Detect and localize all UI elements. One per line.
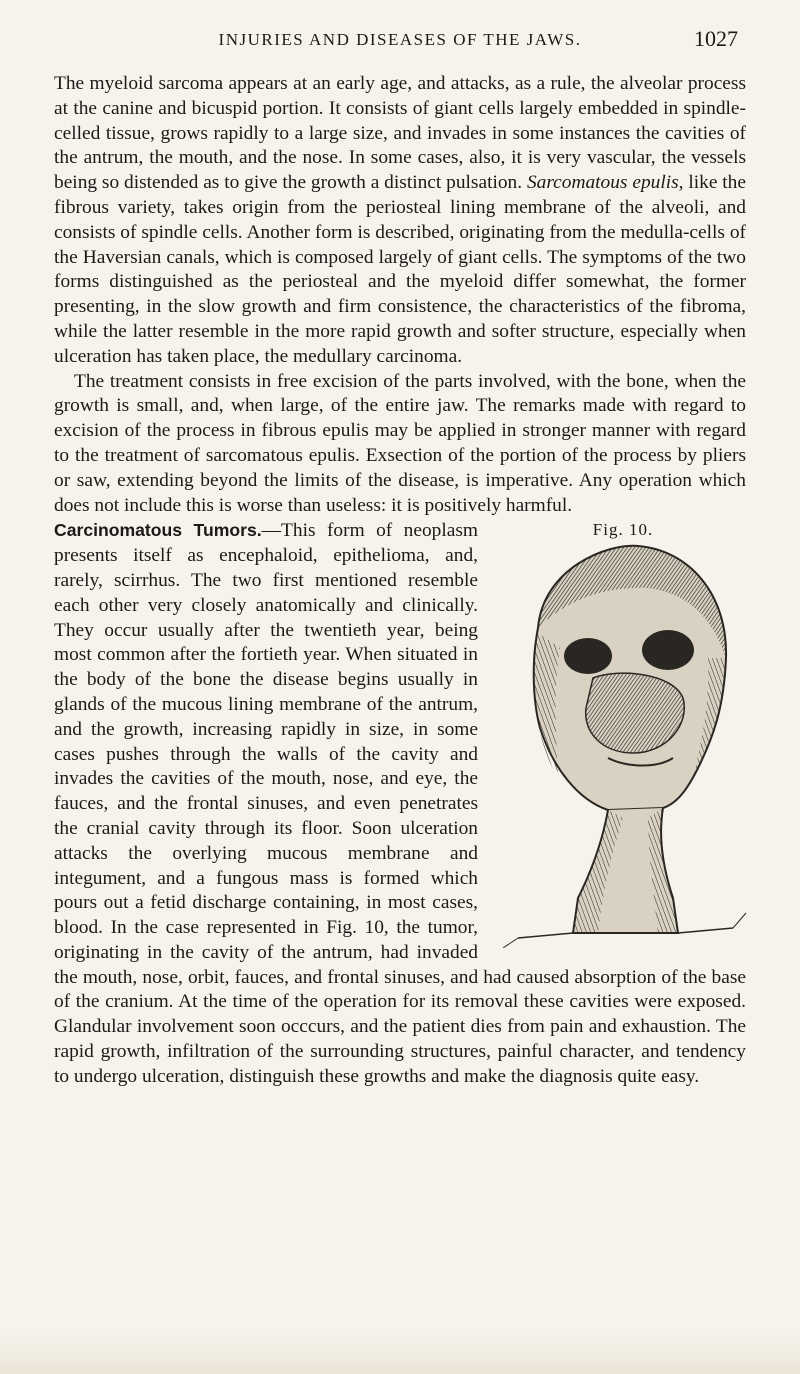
body-text (54, 72, 746, 1090)
paragraph-text: The myeloid sarcoma appears at an early age, and attacks, as a rule, the alveolar process at the canine and bicuspid portion. It consists of giant cells largely embedded in spindle-celled tissue, grows rapidly to a large size, and invades in some instances the cavities of the antrum, the mouth, and the nose. In some cases, also, it is very vascular, the vessels being so distended as to give the growth a distinct pulsation. (54, 73, 746, 194)
figure-caption: Fig. 10. (592, 520, 654, 540)
face-tumor-illustration (498, 538, 748, 948)
page-header (0, 26, 800, 56)
page-edge (0, 1330, 800, 1374)
paragraph-carcinomatous (54, 518, 746, 1089)
page-number: 1027 (694, 26, 738, 51)
italic-term: Sarcomatous epulis (526, 172, 679, 194)
paragraph-text: , like the fibrous variety, takes origin from the periosteal lining membrane of the alveoli, and consists of spindle cells. Another form is described, originating from the medulla-cells of the Haversian canals, which is composed largely of giant cells. The symptoms of the two forms distinguished as the periosteal and the myeloid differ somewhat, the former presenting, in the slow growth and firm consistence, the characteristics of the fibroma, while the latter resemble in the more rapid growth and softer structure, especially when ulceration has taken place, the medullary carcinoma. (54, 172, 746, 367)
paragraph-treatment: The treatment consists in free excision of the parts involved, with the bone, when the growth is small, and, when large, of the entire jaw. The remarks made with regard to excision of the process in fibrous epulis may be applied in stronger manner with regard to the treatment of sarcomatous epulis. Exsection of the portion of the process by pliers or saw, extending beyond the limits of the disease, is imperative. Any operation which does not include this is worse than useless: it is positively harmful. (54, 370, 746, 516)
running-head: INJURIES AND DISEASES OF THE JAWS. (218, 30, 582, 49)
section-heading: Carcinomatous Tumors. (54, 520, 262, 541)
figure-10 (492, 518, 754, 948)
paragraph-text: —This form of neoplasm presents itself as encephaloid, epithelioma, and, rarely, scirrhus. The two first mentioned resemble each other very closely anatomically and clinically. They occur usually after the twentieth year, being most common after the fortieth year. When situated in the body of the bone the disease begins usually in glands of the mucous lining membrane of the antrum, and the growth, increasing rapidly in size, in some cases pushes through the walls of the cavity and invades the cavities of the mouth, nose, and eye, the fauces, and the frontal sinuses, and even penetrates the cranial cavity through its floor. Soon ulceration attacks the overlying mucous membrane and integument, and a fungous mass is formed which pours out a fetid discharge containing, in most cases, blood. In the case represented in Fig. 10, the tumor, originating in the cavity of the antrum, had invaded the mouth, nose, orbit, fauces, and frontal sinuses, and had caused absorption of the base of the cranium. At the time of the operation for its removal these cavities were exposed. Glandular involvement soon occcurs, and the patient dies from pain and exhaustion. The rapid growth, infiltration of the surrounding structures, painful character, and tendency to undergo ulceration, distinguish these growths and make the diagnosis quite easy. (54, 520, 746, 1087)
paragraph-myeloid-sarcoma (54, 72, 746, 370)
